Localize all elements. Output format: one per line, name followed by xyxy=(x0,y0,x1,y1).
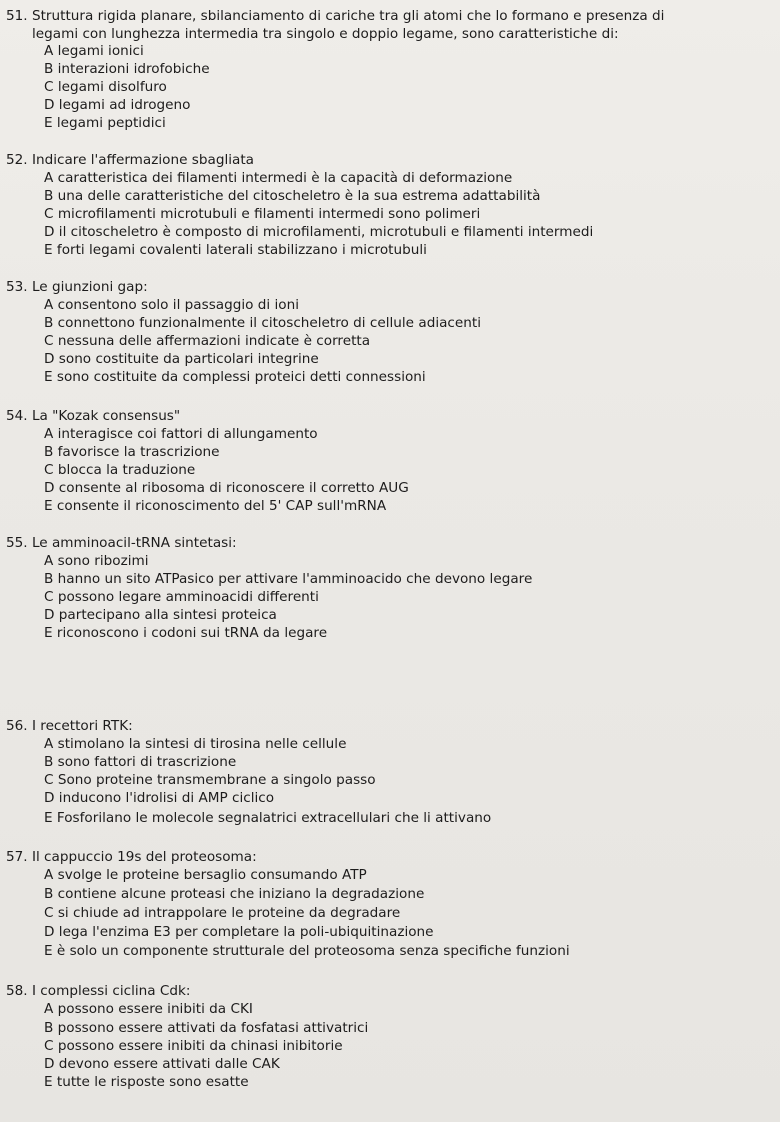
question-stem xyxy=(6,849,776,867)
option-d[interactable]: D lega l'enzima E3 per completare la poli-ubiquitinazione xyxy=(44,924,434,940)
question-text: Il cappuccio 19s del proteosoma: xyxy=(31,849,257,865)
question-stem xyxy=(6,408,776,426)
option-a[interactable]: A caratteristica dei filamenti intermedi è la capacità di deformazione xyxy=(44,170,513,186)
question-stem xyxy=(6,983,776,1001)
option-e[interactable]: E forti legami covalenti laterali stabilizzano i microtubuli xyxy=(44,242,427,258)
option-a[interactable]: A svolge le proteine bersaglio consumando ATP xyxy=(44,867,367,883)
option-c[interactable]: C blocca la traduzione xyxy=(44,462,196,478)
question-stem xyxy=(6,279,776,297)
option-a[interactable]: A legami ionici xyxy=(44,43,144,59)
option-e[interactable]: E legami peptidici xyxy=(44,115,166,131)
question-text-cont: legami con lunghezza intermedia tra singolo e doppio legame, sono caratteristiche di: xyxy=(32,25,619,42)
option-e[interactable]: E tutte le risposte sono esatte xyxy=(44,1074,249,1090)
question-number: 52. xyxy=(6,152,28,168)
option-c[interactable]: C legami disolfuro xyxy=(44,79,167,95)
option-e[interactable]: E consente il riconoscimento del 5' CAP sull'mRNA xyxy=(44,498,387,514)
option-d[interactable]: D consente al ribosoma di riconoscere il corretto AUG xyxy=(44,480,409,496)
question-number: 54. xyxy=(6,408,28,424)
question-number: 53. xyxy=(6,279,28,295)
option-e[interactable]: E riconoscono i codoni sui tRNA da legare xyxy=(44,625,328,641)
question-text: Indicare l'affermazione sbagliata xyxy=(31,152,254,168)
option-a[interactable]: A consentono solo il passaggio di ioni xyxy=(44,297,300,313)
question-number: 57. xyxy=(6,849,28,865)
question-stem xyxy=(6,535,776,553)
option-d[interactable]: D inducono l'idrolisi di AMP ciclico xyxy=(44,790,275,806)
question-text: I complessi ciclina Cdk: xyxy=(31,983,191,999)
option-a[interactable]: A possono essere inibiti da CKI xyxy=(44,1001,253,1017)
option-e[interactable]: E è solo un componente strutturale del proteosoma senza specifiche funzioni xyxy=(44,943,570,959)
question-number: 56. xyxy=(6,718,28,734)
option-b[interactable]: B una delle caratteristiche del citoscheletro è la sua estrema adattabilità xyxy=(44,188,541,204)
question-text: La "Kozak consensus" xyxy=(31,408,181,424)
option-d[interactable]: D il citoscheletro è composto di microfilamenti, microtubuli e filamenti intermedi xyxy=(44,224,594,240)
option-c[interactable]: C possono legare amminoacidi differenti xyxy=(44,589,319,605)
option-b[interactable]: B possono essere attivati da fosfatasi attivatrici xyxy=(44,1020,369,1036)
option-b[interactable]: B hanno un sito ATPasico per attivare l'amminoacido che devono legare xyxy=(44,571,533,587)
option-c[interactable]: C nessuna delle affermazioni indicate è corretta xyxy=(44,333,371,349)
option-a[interactable]: A interagisce coi fattori di allungamento xyxy=(44,426,318,442)
question-text: Le amminoacil-tRNA sintetasi: xyxy=(31,535,237,551)
option-c[interactable]: C si chiude ad intrappolare le proteine da degradare xyxy=(44,905,401,921)
option-b[interactable]: B sono fattori di trascrizione xyxy=(44,754,237,770)
question-stem xyxy=(6,8,776,43)
option-c[interactable]: C Sono proteine transmembrane a singolo passo xyxy=(44,772,376,788)
question-stem xyxy=(6,718,776,736)
option-c[interactable]: C possono essere inibiti da chinasi inibitorie xyxy=(44,1038,343,1054)
option-c[interactable]: C microfilamenti microtubuli e filamenti intermedi sono polimeri xyxy=(44,206,481,222)
question-number: 55. xyxy=(6,535,28,551)
option-b[interactable]: B contiene alcune proteasi che iniziano la degradazione xyxy=(44,886,425,902)
option-e[interactable]: E sono costituite da complessi proteici detti connessioni xyxy=(44,369,426,385)
option-a[interactable]: A stimolano la sintesi di tirosina nelle cellule xyxy=(44,736,347,752)
question-stem xyxy=(6,152,776,170)
option-a[interactable]: A sono ribozimi xyxy=(44,553,149,569)
question-number: 51. xyxy=(6,8,28,24)
option-d[interactable]: D devono essere attivati dalle CAK xyxy=(44,1056,280,1072)
question-text: I recettori RTK: xyxy=(31,718,133,734)
option-d[interactable]: D legami ad idrogeno xyxy=(44,97,191,113)
option-d[interactable]: D partecipano alla sintesi proteica xyxy=(44,607,277,623)
option-b[interactable]: B interazioni idrofobiche xyxy=(44,61,210,77)
question-text: Struttura rigida planare, sbilanciamento di cariche tra gli atomi che lo formano e presenza di xyxy=(31,8,665,24)
question-number: 58. xyxy=(6,983,28,999)
question-text: Le giunzioni gap: xyxy=(31,279,148,295)
option-b[interactable]: B favorisce la trascrizione xyxy=(44,444,220,460)
option-e[interactable]: E Fosforilano le molecole segnalatrici extracellulari che li attivano xyxy=(44,810,492,826)
option-b[interactable]: B connettono funzionalmente il citoscheletro di cellule adiacenti xyxy=(44,315,481,331)
option-d[interactable]: D sono costituite da particolari integrine xyxy=(44,351,319,367)
